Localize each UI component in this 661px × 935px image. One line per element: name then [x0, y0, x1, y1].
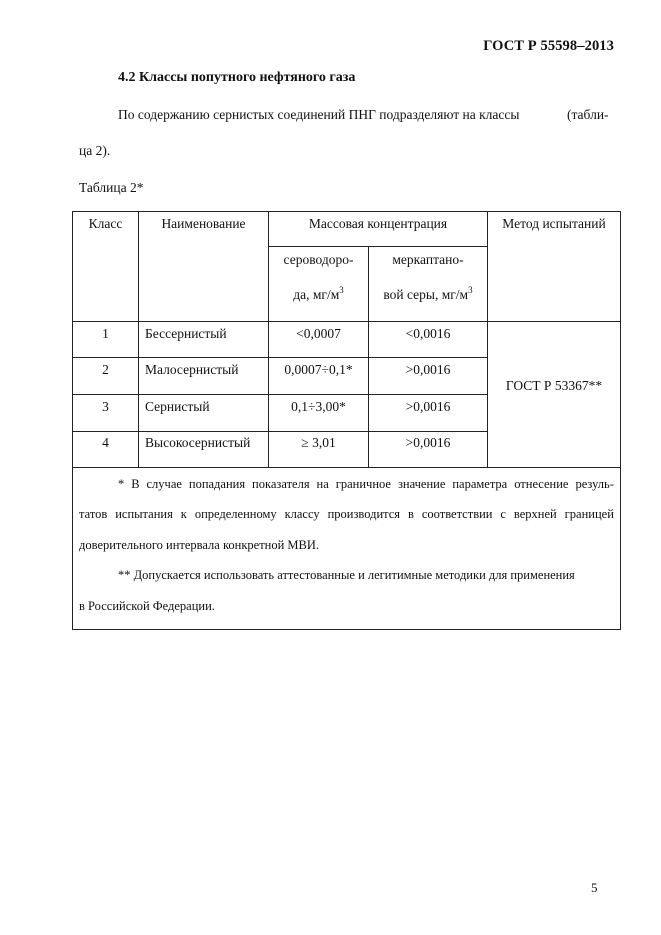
table-subheader-line	[268, 246, 488, 247]
row-1-class: 1	[102, 326, 109, 341]
note-1-line-2	[79, 507, 614, 522]
note-1-line-1	[118, 477, 614, 492]
table-border-top	[72, 211, 621, 212]
note-1-line-2-word: производится	[327, 507, 401, 521]
paragraph-line-1-tail: (табли-	[567, 107, 609, 122]
note-1-line-2-word: в	[408, 507, 414, 521]
note-1-line-1-word: *	[118, 477, 125, 491]
note-1-line-1-word: показателя	[252, 477, 310, 491]
section-heading: 4.2 Классы попутного нефтяного газа	[118, 70, 356, 85]
document-code: ГОСТ Р 55598–2013	[483, 38, 614, 54]
note-2-line-2: в Российской Федерации.	[79, 599, 215, 613]
table-body-bottom	[72, 467, 621, 468]
note-1-line-1-word: граничное	[335, 477, 391, 491]
header-mercaptan-line-1: меркаптано-	[392, 252, 464, 267]
header-mass-concentration: Массовая концентрация	[308, 216, 448, 231]
row-2-class: 2	[102, 362, 109, 377]
row-2-h2s: 0,0007÷0,1*	[284, 362, 353, 377]
header-name: Наименование	[161, 216, 246, 231]
note-1-line-2-word: татов	[79, 507, 108, 521]
table-caption: Таблица 2*	[79, 180, 144, 195]
note-1-line-3: доверительного интервала конкретной МВИ.	[79, 538, 320, 552]
row-3-name: Сернистый	[145, 399, 210, 414]
note-1-line-2-word: соответствии	[421, 507, 493, 521]
header-method: Метод испытаний	[502, 216, 606, 231]
header-h2s-exponent: 3	[339, 285, 344, 295]
table-row-line-1	[72, 357, 488, 358]
paragraph-line-1-main: По содержанию сернистых соединений ПНГ подразделяют на классы	[118, 107, 520, 122]
row-4-name: Высокосернистый	[145, 435, 251, 450]
row-3-class: 3	[102, 399, 109, 414]
table-border-bottom	[72, 629, 621, 630]
note-1-line-1-word: случае	[146, 477, 182, 491]
table-header-bottom	[72, 321, 621, 322]
paragraph-line-2: ца 2).	[79, 143, 111, 158]
row-3-h2s: 0,1÷3,00*	[291, 399, 346, 414]
note-1-line-1-word: отнесение	[514, 477, 569, 491]
note-1-line-1-word: попадания	[188, 477, 246, 491]
table-row-line-2	[72, 394, 488, 395]
note-1-line-2-word: верхней	[513, 507, 557, 521]
row-4-class: 4	[102, 435, 109, 450]
row-3-mercaptan: >0,0016	[405, 399, 451, 414]
note-1-line-2-word: границей	[564, 507, 614, 521]
note-1-line-2-word: с	[500, 507, 506, 521]
table-row-line-3	[72, 431, 488, 432]
row-2-mercaptan: >0,0016	[405, 362, 451, 377]
table-border-right	[620, 211, 621, 630]
note-1-line-2-word: определенному	[194, 507, 277, 521]
header-h2s-line-1: сероводоро-	[283, 252, 354, 267]
row-1-mercaptan: <0,0016	[405, 326, 451, 341]
note-1-line-2-word: к	[180, 507, 187, 521]
row-4-h2s: ≥ 3,01	[301, 435, 336, 450]
method-value: ГОСТ Р 53367**	[505, 378, 603, 393]
row-1-name: Бессернистый	[145, 326, 227, 341]
table-border-left	[72, 211, 73, 630]
header-mercaptan-exponent: 3	[468, 285, 473, 295]
note-1-line-2-word: классу	[284, 507, 320, 521]
row-1-h2s: <0,0007	[296, 326, 341, 341]
header-h2s-unit: да, мг/м	[293, 287, 340, 302]
note-1-line-1-word: на	[316, 477, 329, 491]
note-1-line-2-word: испытания	[115, 507, 173, 521]
table-col-sep-class	[138, 211, 139, 468]
note-1-line-1-word: В	[131, 477, 140, 491]
row-4-mercaptan: >0,0016	[405, 435, 451, 450]
note-1-line-1-word: параметра	[452, 477, 508, 491]
note-1-line-1-word: резуль-	[575, 477, 614, 491]
row-2-name: Малосернистый	[145, 362, 239, 377]
table-col-sep-mercaptan	[487, 211, 488, 468]
note-2-line-1: ** Допускается использовать аттестованные и легитимные методики для применения	[118, 568, 575, 582]
header-mercaptan-unit: вой серы, мг/м	[383, 287, 469, 302]
header-class: Класс	[88, 216, 123, 231]
page-number: 5	[591, 880, 598, 895]
note-1-line-1-word: значение	[397, 477, 446, 491]
header-h2s-line-2	[269, 287, 368, 303]
header-mercaptan-line-2	[369, 287, 487, 303]
